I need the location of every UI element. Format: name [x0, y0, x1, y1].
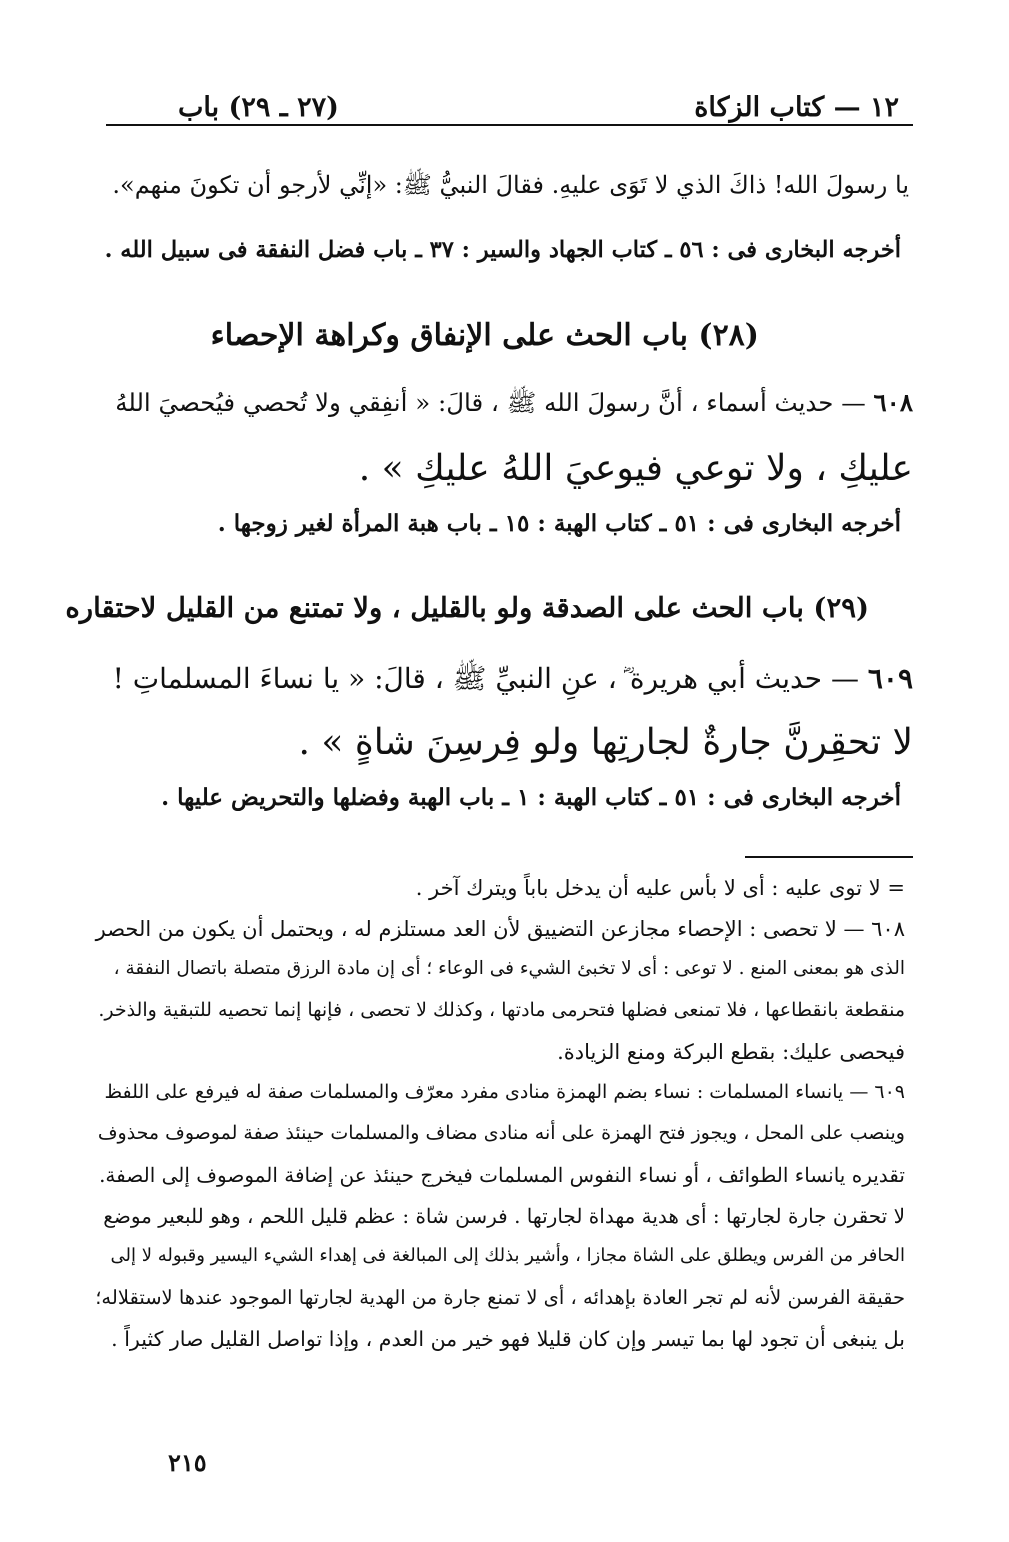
hadith-608-text-1: — حديث أسماء ، أنَّ رسولَ الله ﷺ ، قالَ: « أنفِقي ولا تُحصي فيُحصيَ اللهُ — [115, 388, 866, 417]
footnote-line: فيحصى عليك: بقطع البركة ومنع الزيادة. — [557, 1040, 905, 1064]
hadith-609-line-2: لا تحقِرنَّ جارةٌ لجارتِها ولو فِرسِنَ شاةٍ » . — [298, 722, 913, 763]
footnote-line: الحافر من الفرس ويطلق على الشاة مجازا ، وأشير بذلك إلى المبالغة فى إهداء الشيء اليسير وقبوله لا إلى — [110, 1245, 905, 1266]
hadith-608-reference: أخرجه البخارى فى : ٥١ ـ كتاب الهبة : ١٥ ـ باب هبة المرأة لغير زوجها . — [217, 510, 901, 537]
footnote-line: منقطعة بانقطاعها ، فلا تمنعى فضلها فتحرمى مادتها ، وكذلك لا تحصى ، فإنها إنما تحصيه للتبقية والذخر. — [98, 999, 905, 1021]
header-divider — [106, 124, 913, 126]
hadith-609-line-1 — [113, 662, 913, 702]
footnote-line: بل ينبغى أن تجود لها بما تيسر وإن كان قليلا فهو خير من العدم ، وإذا تواصل القليل صار كثيراً . — [111, 1327, 905, 1351]
hadith-609-number: ٦٠٩ — [867, 662, 913, 695]
hadith-608-number: ٦٠٨ — [873, 388, 913, 417]
hadith-609-reference: أخرجه البخارى فى : ٥١ ـ كتاب الهبة : ١ ـ باب الهبة وفضلها والتحريض عليها . — [161, 784, 901, 811]
section-heading-29: (٢٩) باب الحث على الصدقة ولو بالقليل ، ولا تمتنع من القليل لاحتقاره — [65, 592, 869, 624]
hadith-continuation-line: يا رسولَ الله! ذاكَ الذي لا تَوَى عليهِ. فقالَ النبيُّ ﷺ: «إنِّي لأرجو أن تكونَ منهم». — [112, 171, 909, 199]
hadith-609-text-1: — حديث أبي هريرة ؓ ، عنِ النبيِّ ﷺ ، قالَ: « يا نساءَ المسلماتِ ! — [112, 662, 859, 695]
footnote-line: تقديره يانساء الطوائف ، أو نساء النفوس المسلمات فيخرج حينئذ عن إضافة الموصوف إلى الصفة. — [99, 1163, 905, 1187]
footnote-divider — [745, 856, 913, 858]
hadith-608-line-2: عليكِ ، ولا توعي فيوعيَ اللهُ عليكِ » . — [358, 448, 913, 489]
footnote-line: ٦٠٩ — يانساء المسلمات : نساء بضم الهمزة منادى مفرد معرّف والمسلمات صفة له فيرفع على اللفظ — [104, 1081, 905, 1103]
chapter-range-header: (٢٧ ـ ٢٩) باب — [178, 92, 339, 123]
footnote-line: حقيقة الفرسن لأنه لم تجر العادة بإهدائه ، أى لا تمنع جارة من الهدية لجارتها الموجود عندها لاستقلاله؛ — [95, 1286, 905, 1309]
hadith-608-line-1 — [115, 388, 913, 424]
footnote-line: لا تحقرن جارة لجارتها : أى هدية مهداة لجارتها . فرسن شاة : عظم قليل اللحم ، وهو للبعير موضع — [103, 1204, 905, 1228]
hadith-reference: أخرجه البخارى فى : ٥٦ ـ كتاب الجهاد والسير : ٣٧ ـ باب فضل النفقة فى سبيل الله . — [104, 237, 901, 263]
footnote-line: الذى هو بمعنى المنع . لا توعى : أى لا تخبئ الشيء فى الوعاء ؛ أى إن مادة الرزق متصلة باتصال النفقة ، — [113, 958, 905, 979]
chapter-header: ١٢ — كتاب الزكاة — [694, 92, 899, 123]
page-number: ٢١٥ — [168, 1448, 207, 1477]
footnote-line: = لا توى عليه : أى لا بأس عليه أن يدخل باباً ويترك آخر . — [415, 876, 905, 900]
footnote-line: وينصب على المحل ، ويجوز فتح الهمزة على أنه منادى مضاف والمسلمات حينئذ صفة لموصوف محذوف — [97, 1122, 905, 1144]
footnote-line: ٦٠٨ — لا تحصى : الإحصاء مجازعن التضييق لأن العد مستلزم له ، ويحتمل أن يكون من الحصر — [95, 917, 905, 941]
section-heading-28: (٢٨) باب الحث على الإنفاق وكراهة الإحصاء — [210, 318, 759, 353]
